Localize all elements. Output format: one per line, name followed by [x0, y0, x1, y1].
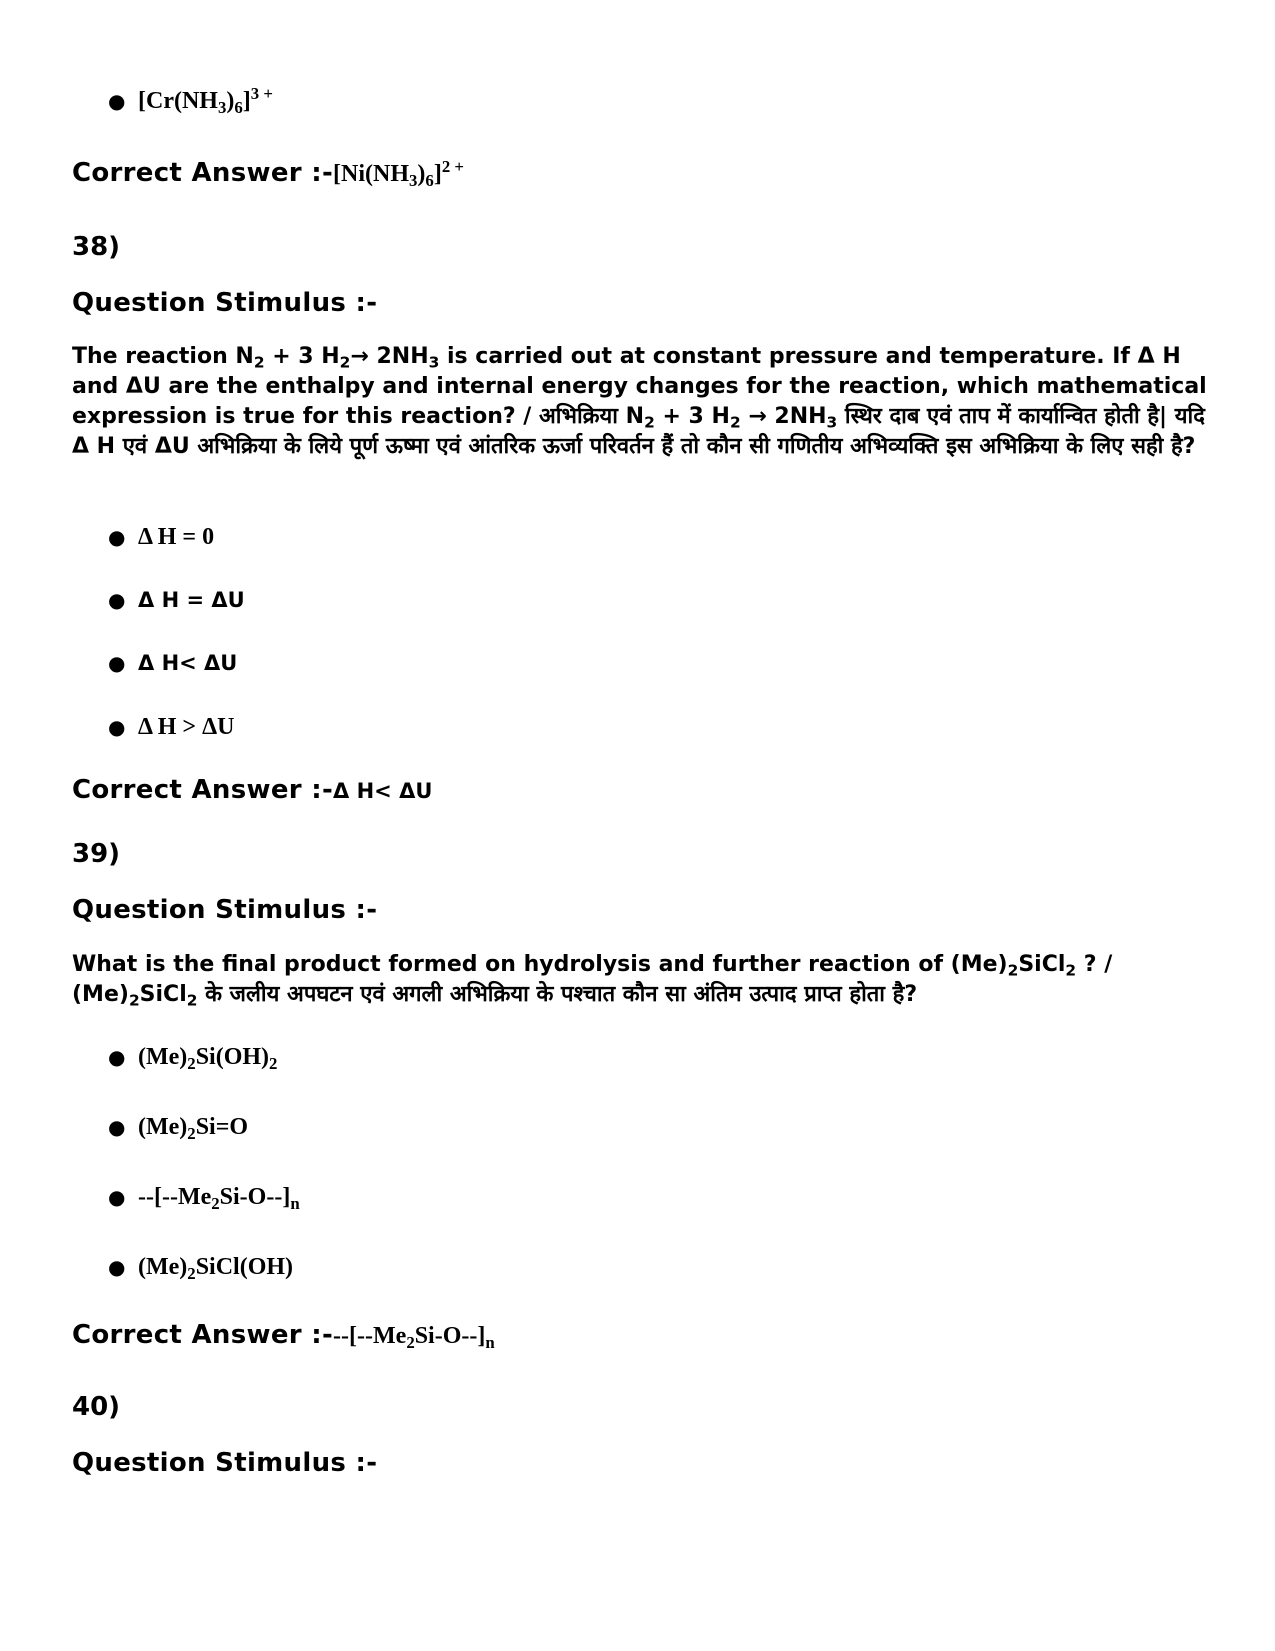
correct-answer-label: Correct Answer :- [72, 775, 334, 805]
option-item[interactable] [108, 714, 234, 741]
correct-answer-value: $[Ni(NH_3)_6]^{2 +}$ [333, 156, 464, 191]
question-number: 38) [72, 232, 121, 262]
stimulus-label: Question Stimulus :- [72, 288, 378, 318]
bullet-icon: ● [108, 89, 126, 113]
bullet-icon: ● [108, 715, 126, 739]
option-text: Δ H = ΔU [138, 588, 245, 612]
bullet-icon: ● [108, 588, 126, 612]
option-item [108, 83, 273, 118]
bullet-icon: ● [108, 1255, 126, 1279]
option-item[interactable] [108, 1114, 249, 1144]
correct-answer-label: Correct Answer :- [72, 158, 334, 188]
option-item[interactable] [108, 588, 245, 612]
correct-answer-value: Δ H< ΔU [333, 779, 433, 803]
correct-answer-value: $--[--Me_2Si-O--]_n$ [333, 1323, 495, 1353]
question-stimulus: The reaction $N_2 + 3$ $H_2\to 2NH_3$ is carried out at constant pressure and temperature. If Δ H and ΔU are the enthalpy and internal energy changes for the reaction, which mathematical expression is true for this reaction? / अभिक्रिया $N_2 + 3$ $H_2 \to 2NH_3$ स्थिर दाब एवं ताप में कार्यान्वित होती है| यदि Δ H एवं ΔU अभिक्रिया के लिये पूर्ण ऊष्मा एवं आंतरिक ऊर्जा परिवर्तन हैं तो कौन सी गणितीय अभिव्यक्ति इस अभिक्रिया के लिए सही है? [72, 344, 1207, 459]
bullet-icon: ● [108, 1045, 126, 1069]
correct-answer-label: Correct Answer :- [72, 1320, 334, 1350]
bullet-icon: ● [108, 525, 126, 549]
question-number: 39) [72, 839, 121, 869]
option-item[interactable] [108, 1044, 278, 1074]
stimulus-label: Question Stimulus :- [72, 895, 378, 925]
option-item[interactable] [108, 1184, 300, 1214]
correct-answer [72, 1320, 495, 1353]
bullet-icon: ● [108, 1185, 126, 1209]
question-number: 40) [72, 1392, 121, 1422]
option-text: $(Me)_2SiCl(OH)$ [138, 1254, 294, 1284]
correct-answer [72, 156, 464, 191]
option-text: $(Me)_2Si=O$ [138, 1114, 249, 1144]
question-stimulus: What is the final product formed on hydrolysis and further reaction of $(Me)_2SiCl_2$ ? / $(Me)_2SiCl_2$ के जलीय अपघटन एवं अगली अभिक्रिया के पश्चात कौन सा अंतिम उत्पाद प्राप्त होता है? [72, 952, 1113, 1010]
bullet-icon: ● [108, 1115, 126, 1139]
option-item[interactable] [108, 524, 214, 551]
stimulus-label: Question Stimulus :- [72, 1448, 378, 1478]
correct-answer [72, 775, 432, 805]
option-text: $[Cr(NH_3)_6]^{3 +}$ [138, 83, 273, 118]
option-item[interactable] [108, 1254, 294, 1284]
option-text: $(Me)_2Si(OH)_2$ [138, 1044, 278, 1074]
option-text: Δ H > ΔU [138, 714, 235, 740]
option-text: Δ H = 0 [138, 524, 215, 550]
bullet-icon: ● [108, 651, 126, 675]
option-text: Δ H< ΔU [138, 651, 238, 675]
option-text: $--[--Me_2Si-O--]_n$ [138, 1184, 300, 1214]
option-item[interactable] [108, 651, 237, 675]
